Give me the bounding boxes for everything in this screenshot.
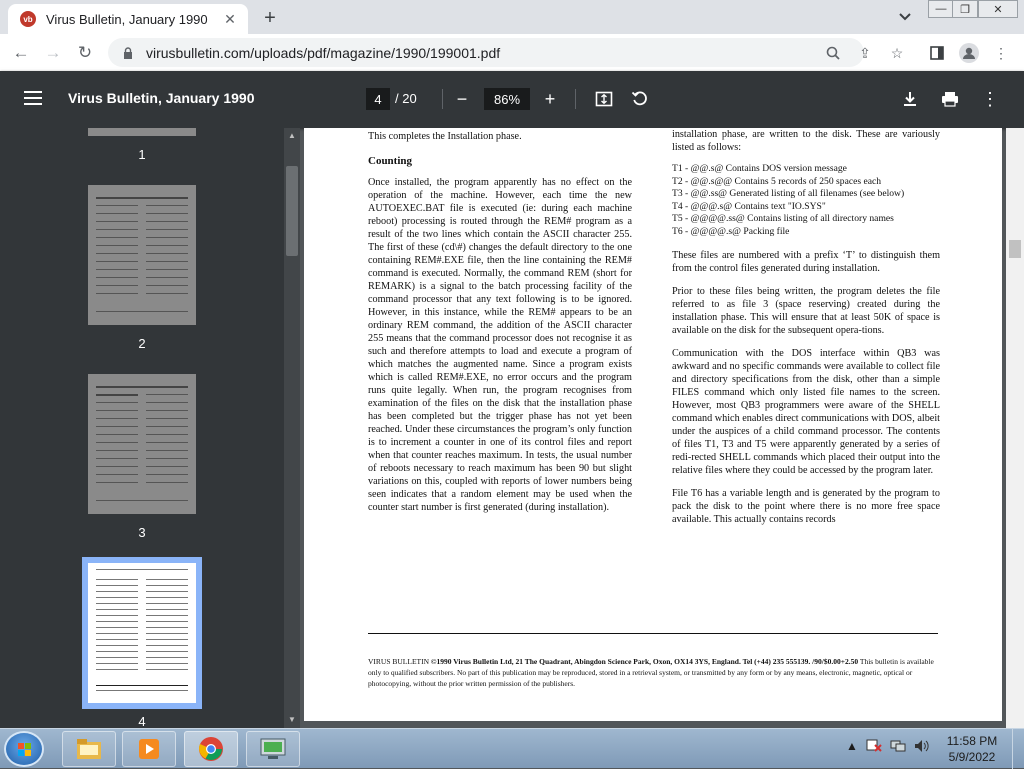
network-icon[interactable] [890, 739, 906, 756]
vb-favicon-icon: vb [20, 11, 36, 27]
sidebar-scroll-thumb[interactable] [286, 166, 298, 256]
right-column [672, 128, 940, 526]
sidebar-menu-icon[interactable] [24, 91, 42, 105]
tray-expand-icon[interactable]: ▲ [846, 739, 858, 753]
file-explorer-taskbar-icon[interactable] [62, 731, 116, 767]
list-item: T3 - @@.ss@ Generated listing of all filenames (see below) [672, 188, 905, 200]
tab-strip [0, 0, 1024, 34]
restore-icon[interactable]: ❐ [952, 0, 978, 18]
zoom-in-icon[interactable]: + [544, 88, 556, 109]
side-panel-icon[interactable] [924, 40, 950, 66]
zoom-magnifier-icon[interactable] [820, 40, 846, 66]
pdf-title: Virus Bulletin, January 1990 [68, 90, 255, 106]
page-number-input[interactable]: 4 [366, 88, 390, 110]
list-item: T2 - @@.s@@ Contains 5 records of 250 spaces each [672, 175, 882, 187]
media-player-taskbar-icon[interactable] [122, 731, 176, 767]
footer-notice: This bulletin is available only to qualified subscribers. No part of this publication may be reproduced, stored in a retrieval system, or transmitted by any form or by any means, electronic, magnetic, optical or photocopying, without the prior written permission of the publishers. [368, 657, 934, 688]
sidebar-scrollbar[interactable] [284, 128, 300, 728]
scroll-up-arrow-icon[interactable]: ▲ [288, 130, 296, 140]
url-text[interactable]: virusbulletin.com/uploads/pdf/magazine/1990/199001.pdf [146, 44, 501, 61]
fit-to-page-icon[interactable] [592, 87, 616, 111]
footer-divider [368, 633, 938, 634]
browser-toolbar [0, 34, 1024, 71]
pdf-toolbar [0, 71, 1024, 128]
thumbnail-page-1[interactable] [88, 128, 196, 136]
network-app-taskbar-icon[interactable] [246, 731, 300, 767]
thumbnail-page-4-selected[interactable] [88, 563, 196, 703]
list-item: T4 - @@@.s@ Contains text "IO.SYS" [672, 200, 826, 212]
thumbnail-label-2: 2 [138, 336, 146, 351]
files-intro-text: installation phase, are written to the disk. These are variously listed as follows: [672, 129, 940, 153]
clock-time: 11:58 PM [946, 734, 998, 748]
lock-icon[interactable] [120, 47, 136, 59]
document-scroll-thumb[interactable] [1009, 240, 1021, 258]
thumbnail-page-3[interactable] [88, 374, 196, 514]
scroll-down-arrow-icon[interactable]: ▼ [288, 714, 296, 724]
profile-avatar-icon[interactable] [956, 40, 982, 66]
counting-heading: Counting [368, 155, 413, 167]
list-item: T1 - @@.s@ Contains DOS version message [672, 163, 847, 174]
pdf-page [304, 128, 1002, 721]
clock-date: 5/9/2022 [948, 750, 996, 764]
divider [442, 89, 443, 109]
footer-lead: VIRUS BULLETIN [368, 657, 431, 666]
action-center-icon[interactable] [866, 739, 882, 756]
prefix-paragraph: These files are numbered with a prefix ‘T’ to distinguish them from the control files generated during installation. [672, 249, 940, 274]
counting-body-text: Once installed, the program apparently has no effect on the operation of the machine. However, each time the new AUTOEXEC.BAT file is executed (ie: during each machine reboot) processing is routed through the REM# program as a result of the two lines which contain the ASCII character 255. The first of these (cd\#) changes the default directory to the one containing REM#.EXE file, then the line containing the REM# command is executed. Normally, the command REM (short for REMARK) is a signal to the batch processing facility of the command processor that any text following is to be ignored. However, in this instance, while the REM# appears to be an ordinary REM command, the addition of the ASCII character 255 means that the command processor does not recognise it as such and therefore attempts to load and execute a program of which matches the augmented name. Since a program exists which is called REM#.EXE, no error occurs and the program runs quite legally. When run, the program recognises from examination of the files on the disk that the installation phase has been completed but the trigger phase has not yet been reached. Under these circumstances the program’s only function is to increment a counter in one of its control files and report when that counter reaches maximum. In tests, the usual number of reboots necessary to reach maximum has been 90 but slight variations on this, coupled with reports of lower numbers being seen indicates that a random element may be used when the counter start number is first generated (during installation). [368, 177, 632, 513]
document-scrollbar[interactable] [1006, 128, 1024, 728]
thumbnail-label-3: 3 [138, 525, 146, 540]
list-item: T6 - @@@@.s@ Packing file [672, 225, 790, 237]
divider [575, 89, 576, 109]
windows-taskbar [0, 728, 1024, 768]
print-icon[interactable] [938, 87, 962, 111]
tab-close-icon[interactable]: ✕ [224, 10, 236, 27]
download-icon[interactable] [898, 87, 922, 111]
zoom-out-icon[interactable]: − [456, 88, 468, 109]
list-item: T5 - @@@@.ss@ Contains listing of all directory names [672, 213, 894, 225]
back-icon[interactable]: ← [12, 43, 30, 62]
new-tab-icon[interactable]: + [264, 6, 276, 29]
system-clock[interactable] [944, 733, 1000, 765]
show-desktop-button[interactable] [1012, 729, 1024, 769]
tab-search-chevron-icon[interactable] [894, 8, 916, 26]
left-column [368, 130, 632, 514]
bookmark-star-icon[interactable]: ☆ [890, 44, 904, 61]
zoom-level-input[interactable]: 86% [484, 88, 530, 110]
address-bar[interactable] [108, 38, 864, 67]
page-footer [368, 656, 938, 689]
window-close-icon[interactable]: ✕ [978, 0, 1018, 18]
page-total: / 20 [395, 91, 417, 106]
tab-title: Virus Bulletin, January 1990 [46, 11, 208, 27]
thumbnail-page-2[interactable] [88, 185, 196, 325]
reload-icon[interactable]: ↻ [77, 43, 93, 62]
chrome-menu-icon[interactable]: ⋮ [994, 44, 1008, 61]
installation-complete-text: This completes the Installation phase. [368, 131, 522, 142]
minimize-icon[interactable]: — [928, 0, 954, 18]
chrome-taskbar-icon[interactable] [184, 731, 238, 767]
t-files-list [672, 163, 940, 239]
thumbnail-sidebar [0, 128, 284, 728]
start-button[interactable] [4, 731, 44, 767]
more-options-icon[interactable]: ⋮ [981, 88, 999, 109]
dos-communication-paragraph: Communication with the DOS interface within QB3 was awkward and no specific commands were available to collect file and directory specifications from the disk, other than a simple FILES command which only listed file names to the screen. However, most QB3 programmers were aware of the SHELL command which enables direct communications with DOS, albeit under the auspices of a child command processor. The contents of files T1, T3 and T5 were apparently generated by a series of redi-rected SHELL commands which placed their output into the relative files where they could be accessed by the program later. [672, 347, 940, 476]
thumbnail-label-1: 1 [138, 147, 146, 162]
browser-tab[interactable] [8, 4, 248, 34]
rotate-icon[interactable] [628, 87, 652, 111]
deletion-paragraph: Prior to these files being written, the program deletes the file referred to as file 3 (space reserving) created during the installation phase. This will ensure that at least 50K of space is available on the disk for the subsequent opera-tions. [672, 285, 940, 336]
forward-icon[interactable]: → [44, 43, 62, 62]
footer-copyright: ©1990 Virus Bulletin Ltd, 21 The Quadrant, Abingdon Science Park, Oxon, OX14 3YS, England. Tel (+44) 235 555139. /90/$0.00+2.50 [430, 657, 859, 666]
share-icon[interactable]: ⇪ [859, 44, 871, 61]
thumbnail-label-4: 4 [138, 714, 146, 728]
t6-file-paragraph: File T6 has a variable length and is generated by the program to pack the disk to the point where there is no more free space available. This actually contains records [672, 487, 940, 525]
volume-icon[interactable] [914, 739, 930, 756]
